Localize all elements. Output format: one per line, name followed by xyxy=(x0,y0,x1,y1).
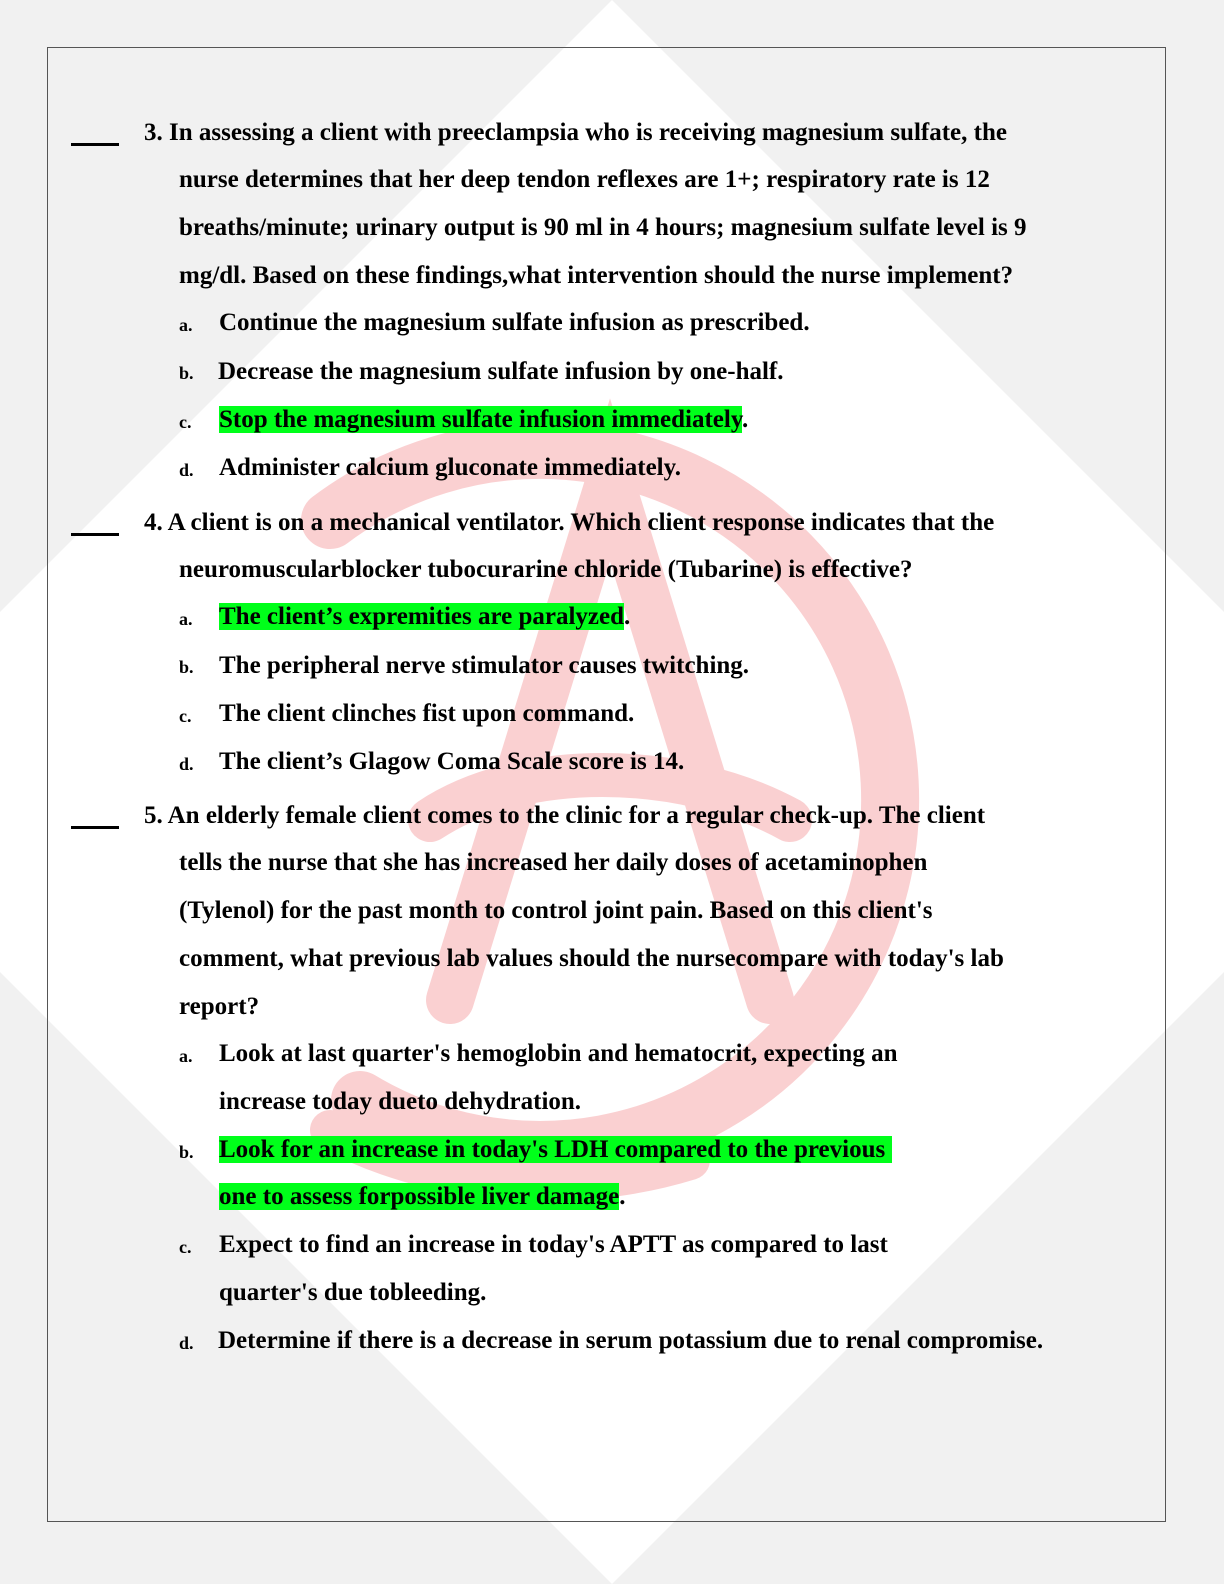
option-letter: d. xyxy=(179,1333,194,1353)
option-text: The peripheral nerve stimulator causes twitching. xyxy=(219,652,750,679)
option-text: increase today dueto dehydration. xyxy=(219,1088,582,1115)
option-text: Determine if there is a decrease in serum potassium due to renal compromise. xyxy=(218,1327,1044,1354)
option-letter: c. xyxy=(179,706,192,726)
answer-blank xyxy=(71,143,119,146)
question-stem-line: neuromuscularblocker tubocurarine chloride (Tubarine) is effective? xyxy=(179,556,913,583)
option-letter: b. xyxy=(179,1142,194,1162)
option-text-correct xyxy=(219,1182,625,1212)
question-stem-line: mg/dl. Based on these findings,what intervention should the nurse implement? xyxy=(179,262,1014,289)
option-text: Expect to find an increase in today's APTT as compared to last xyxy=(219,1231,888,1258)
option-text: Decrease the magnesium sulfate infusion by one-half. xyxy=(218,358,784,385)
question-stem-line: tells the nurse that she has increased her daily doses of acetaminophen xyxy=(179,849,928,876)
option-text: Continue the magnesium sulfate infusion as prescribed. xyxy=(219,309,810,336)
answer-highlight: one to assess forpossible liver damage xyxy=(219,1183,620,1210)
question-stem-line: breaths/minute; urinary output is 90 ml in 4 hours; magnesium sulfate level is 9 xyxy=(179,214,1027,241)
option-letter: b. xyxy=(179,363,194,383)
question-stem-line: report? xyxy=(179,993,260,1020)
option-text: quarter's due tobleeding. xyxy=(219,1279,487,1306)
option-text: Administer calcium gluconate immediately. xyxy=(219,454,681,481)
option-letter: d. xyxy=(179,754,194,774)
question-stem-line: comment, what previous lab values should the nursecompare with today's lab xyxy=(179,945,1004,972)
option-letter: c. xyxy=(179,1237,192,1257)
option-letter: d. xyxy=(179,460,194,480)
option-letter: a. xyxy=(179,1046,193,1066)
option-letter: b. xyxy=(179,657,194,677)
option-suffix: . xyxy=(619,1183,626,1210)
question-stem-line: (Tylenol) for the past month to control joint pain. Based on this client's xyxy=(179,897,933,924)
question-stem-line: 5. An elderly female client comes to the clinic for a regular check-up. The client xyxy=(144,802,986,829)
answer-blank xyxy=(71,533,119,536)
answer-highlight: The client’s expremities are paralyzed xyxy=(219,603,625,630)
option-text-correct xyxy=(219,602,630,632)
option-text-correct xyxy=(219,405,748,435)
answer-highlight: Look for an increase in today's LDH compared to the previous xyxy=(219,1136,892,1163)
option-suffix: . xyxy=(741,406,749,433)
answer-highlight: Stop the magnesium sulfate infusion immediately xyxy=(219,406,742,433)
question-stem-line: nurse determines that her deep tendon reflexes are 1+; respiratory rate is 12 xyxy=(179,166,990,193)
answer-blank xyxy=(71,826,119,829)
option-text: Look at last quarter's hemoglobin and hematocrit, expecting an xyxy=(219,1040,898,1067)
option-suffix: . xyxy=(624,603,631,630)
option-letter: c. xyxy=(179,412,192,432)
question-stem-line: 4. A client is on a mechanical ventilator. Which client response indicates that the xyxy=(144,509,995,536)
option-text-correct xyxy=(219,1135,892,1165)
option-text: The client clinches fist upon command. xyxy=(219,700,635,727)
option-text: The client’s Glagow Coma Scale score is 14. xyxy=(219,748,685,775)
option-letter: a. xyxy=(179,315,193,335)
question-stem-line: 3. In assessing a client with preeclampsia who is receiving magnesium sulfate, the xyxy=(144,119,1007,146)
option-letter: a. xyxy=(179,609,193,629)
